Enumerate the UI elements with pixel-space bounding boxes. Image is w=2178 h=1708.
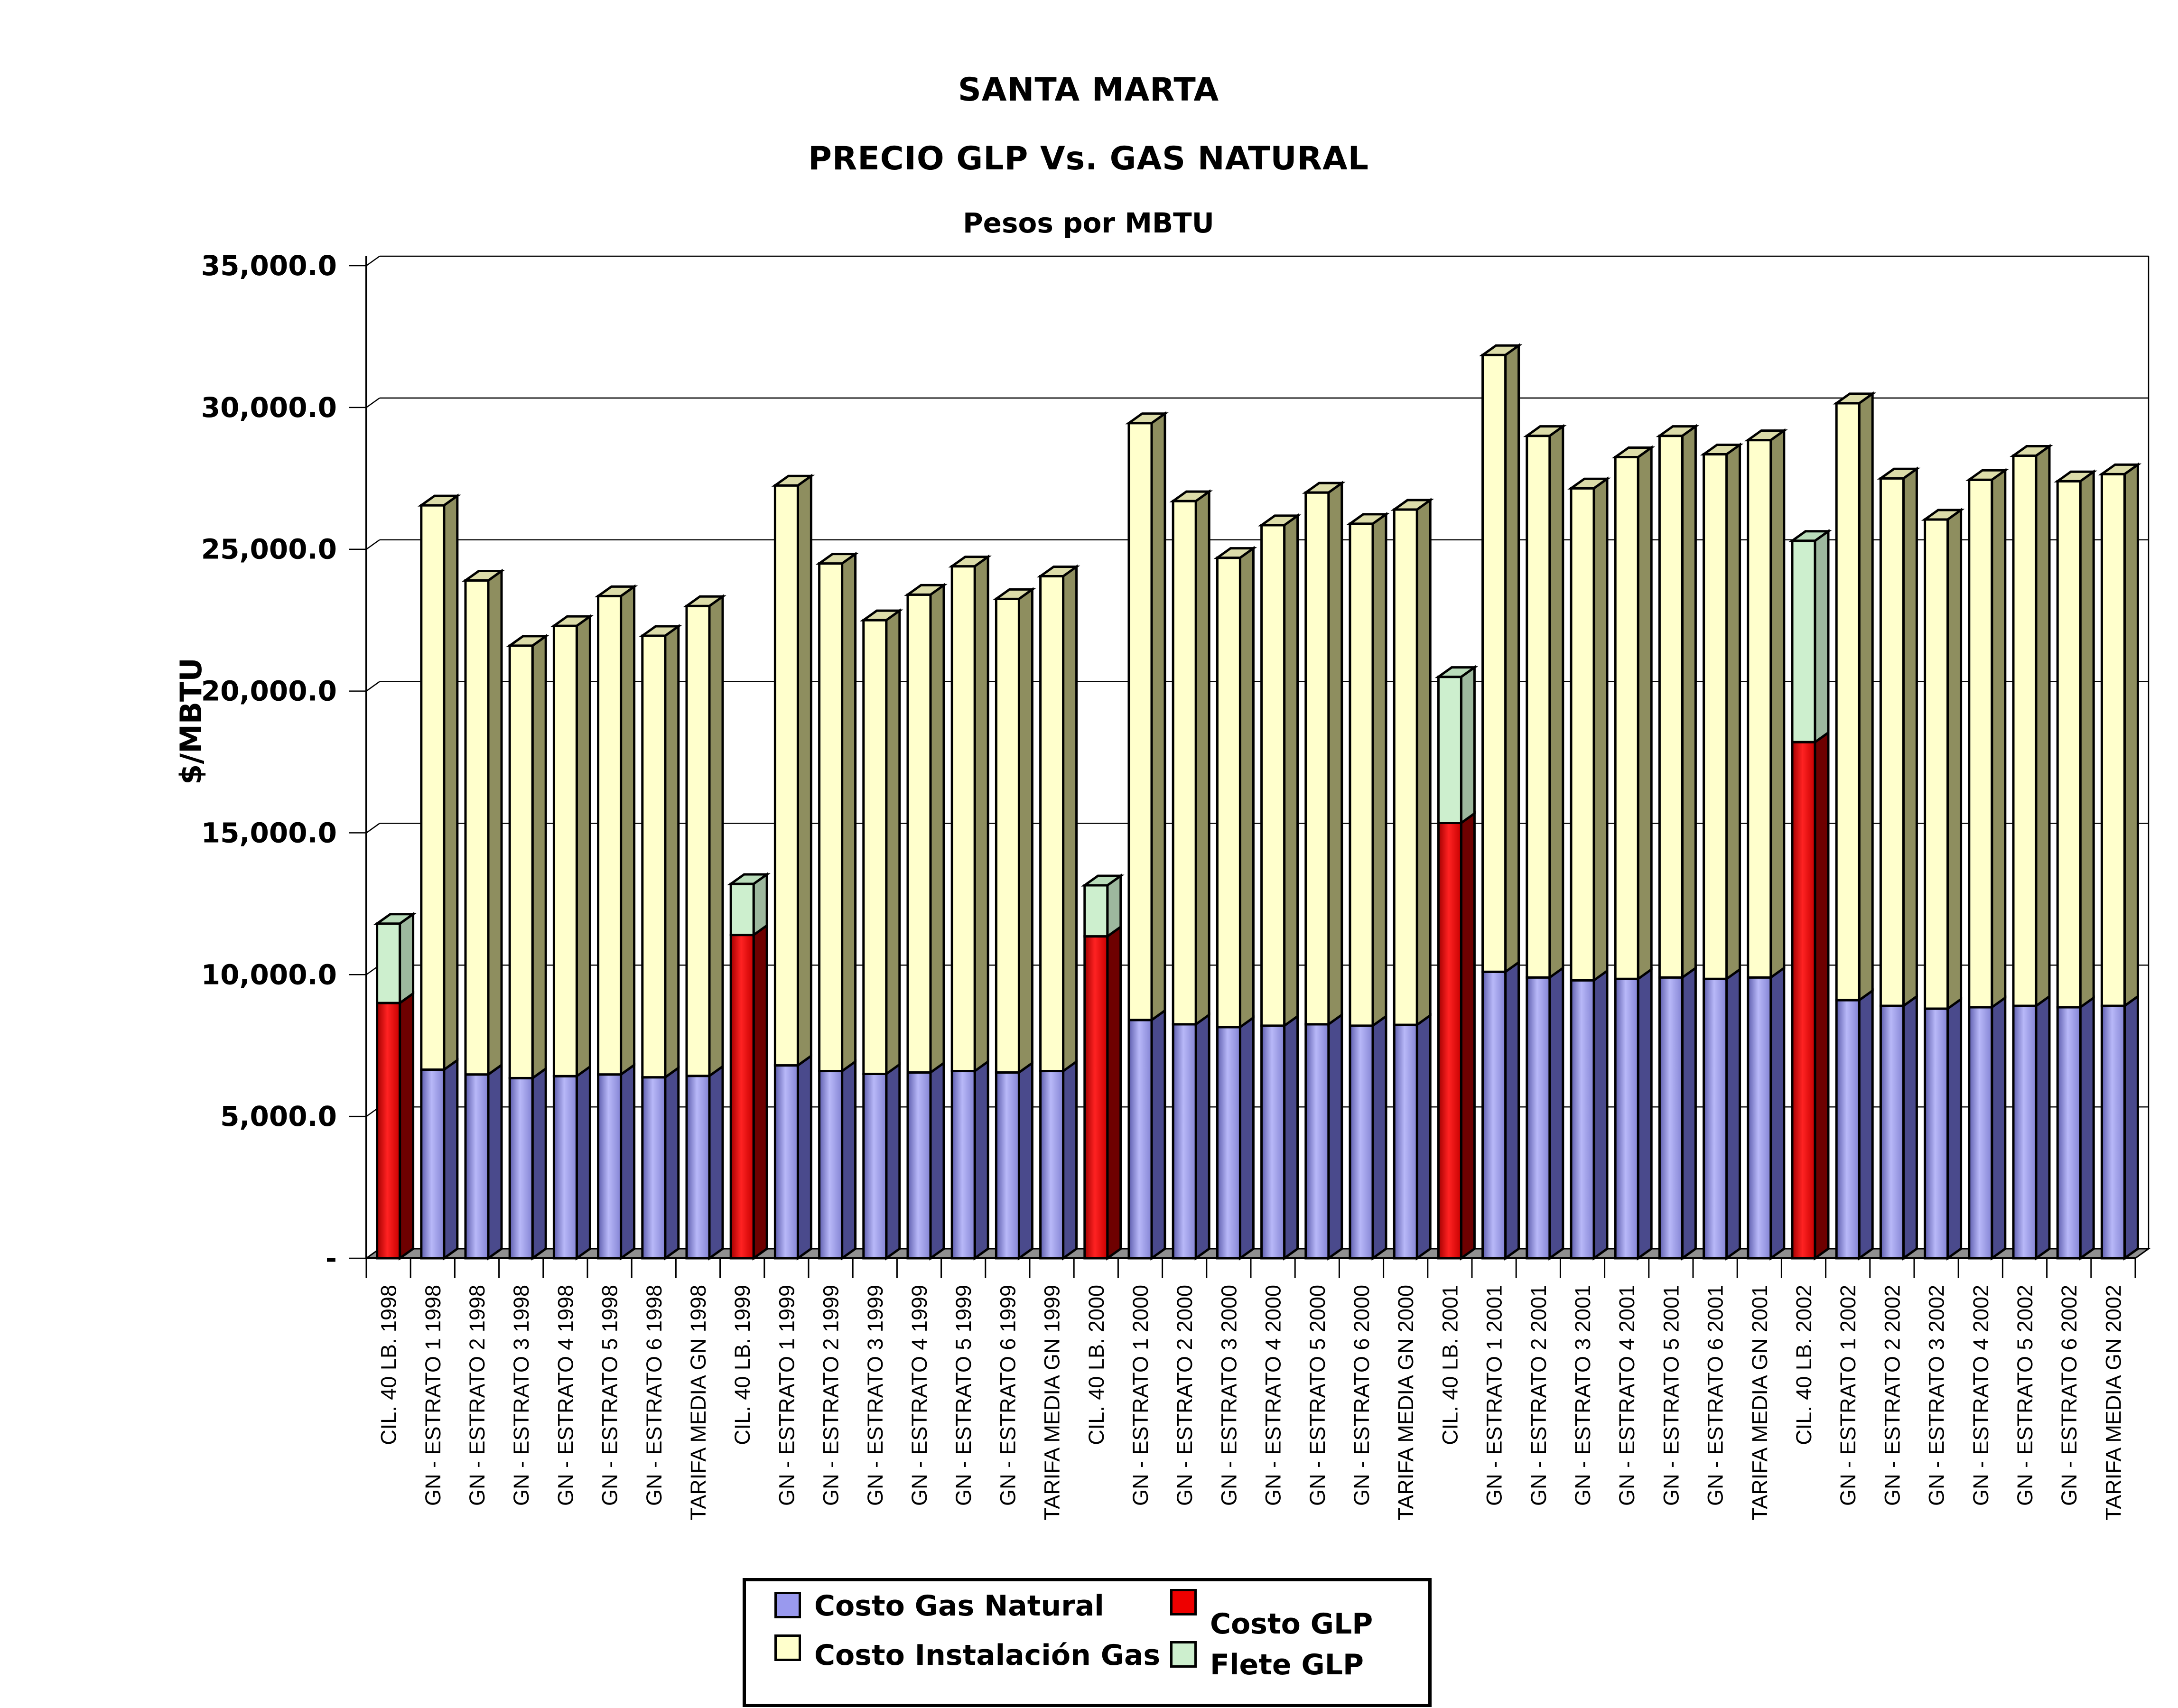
bar-segment-side xyxy=(1284,1016,1298,1258)
bar-segment-costo_gas_natural xyxy=(1394,1025,1417,1258)
bar-segment-costo_instalacion_gas xyxy=(1217,558,1240,1027)
bar-segment-side xyxy=(400,993,413,1258)
bar-GN - ESTRATO 5 2001 xyxy=(1659,427,1695,1258)
bar-GN - ESTRATO 4 2000 xyxy=(1262,516,1298,1258)
bar-segment-costo_instalacion_gas xyxy=(2057,481,2080,1007)
legend-swatch-flete-glp xyxy=(1170,1641,1197,1668)
bar-GN - ESTRATO 1 1999 xyxy=(775,476,811,1258)
bar-segment-side xyxy=(2124,996,2138,1258)
y-tick-label: 30,000.0 xyxy=(201,391,337,424)
bar-GN - ESTRATO 5 2002 xyxy=(2013,446,2049,1258)
x-tick-label: GN - ESTRATO 4 1999 xyxy=(907,1285,931,1506)
bar-segment-side xyxy=(2036,446,2049,1006)
bar-segment-side xyxy=(621,1065,634,1258)
bar-GN - ESTRATO 4 1998 xyxy=(554,616,590,1258)
bar-segment-costo_instalacion_gas xyxy=(421,505,444,1069)
x-tick-label: CIL. 40 LB. 1998 xyxy=(376,1285,401,1445)
x-tick-label: GN - ESTRATO 5 2002 xyxy=(2013,1285,2037,1506)
legend-item-flete-glp xyxy=(1170,1641,1364,1679)
x-tick-label: GN - ESTRATO 3 2000 xyxy=(1217,1285,1241,1506)
x-tick-label: GN - ESTRATO 6 1998 xyxy=(642,1285,666,1506)
bar-segment-side xyxy=(931,1063,944,1258)
bar-GN - ESTRATO 3 2000 xyxy=(1217,548,1253,1258)
bar-segment-costo_instalacion_gas xyxy=(1262,525,1284,1026)
bar-segment-side xyxy=(1992,470,2005,1007)
bar-segment-side xyxy=(754,926,767,1258)
x-tick-label: TARIFA MEDIA GN 1998 xyxy=(686,1285,710,1521)
bar-segment-side xyxy=(1859,991,1872,1258)
bar-CIL. 40 LB. 2000 xyxy=(1085,876,1121,1258)
bar-segment-costo_instalacion_gas xyxy=(1483,355,1506,972)
x-tick-label: GN - ESTRATO 2 1998 xyxy=(465,1285,489,1506)
legend-label: Costo Gas Natural xyxy=(814,1589,1104,1623)
x-tick-label: GN - ESTRATO 6 1999 xyxy=(996,1285,1020,1506)
bar-segment-costo_instalacion_gas xyxy=(819,564,842,1071)
bar-GN - ESTRATO 4 2001 xyxy=(1615,447,1651,1258)
x-tick-label: GN - ESTRATO 5 1998 xyxy=(597,1285,622,1506)
y-axis-title: $/MBTU xyxy=(174,658,208,785)
bar-segment-costo_gas_natural xyxy=(1350,1026,1373,1258)
y-tick-label: 20,000.0 xyxy=(201,675,337,707)
bar-segment-costo_gas_natural xyxy=(1041,1071,1063,1258)
bar-segment-costo_gas_natural xyxy=(1659,977,1682,1258)
x-tick-label: GN - ESTRATO 1 1998 xyxy=(420,1285,445,1506)
bar-segment-side xyxy=(532,1068,546,1258)
x-tick-label: GN - ESTRATO 1 2000 xyxy=(1128,1285,1153,1506)
bar-segment-costo_gas_natural xyxy=(642,1077,665,1258)
bar-segment-costo_instalacion_gas xyxy=(687,606,709,1076)
x-tick-label: CIL. 40 LB. 1999 xyxy=(730,1285,755,1445)
bar-segment-costo_instalacion_gas xyxy=(908,594,931,1072)
bar-segment-costo_gas_natural xyxy=(1615,979,1638,1258)
bar-GN - ESTRATO 6 1998 xyxy=(642,626,679,1258)
bar-segment-side xyxy=(577,616,590,1076)
bar-segment-side xyxy=(577,1067,590,1258)
bar-segment-costo_gas_natural xyxy=(1306,1024,1329,1258)
bar-CIL. 40 LB. 1998 xyxy=(377,914,413,1258)
bar-segment-side xyxy=(1240,1018,1253,1258)
bar-segment-costo_gas_natural xyxy=(1173,1024,1196,1258)
bar-segment-side xyxy=(1152,1011,1165,1258)
bar-segment-side xyxy=(1506,962,1519,1258)
bar-segment-costo_glp xyxy=(1438,823,1461,1258)
bar-segment-side xyxy=(1815,733,1828,1258)
bar-segment-costo_gas_natural xyxy=(1571,980,1594,1258)
bar-GN - ESTRATO 5 2000 xyxy=(1306,483,1342,1258)
bar-segment-costo_gas_natural xyxy=(952,1071,975,1258)
bar-segment-side xyxy=(488,571,502,1074)
bar-segment-side xyxy=(1284,516,1298,1026)
legend-swatch-costo-glp xyxy=(1170,1589,1197,1615)
bar-GN - ESTRATO 3 2001 xyxy=(1571,479,1607,1258)
bar-segment-side xyxy=(1859,394,1872,1000)
bar-TARIFA MEDIA GN 2000 xyxy=(1394,500,1430,1258)
bar-segment-costo_gas_natural xyxy=(1969,1007,1992,1258)
bar-segment-flete_glp xyxy=(1438,677,1461,823)
x-tick-label: GN - ESTRATO 4 2001 xyxy=(1615,1285,1639,1506)
title-line-3: Pesos por MBTU xyxy=(963,207,1214,239)
x-tick-label: GN - ESTRATO 6 2000 xyxy=(1350,1285,1374,1506)
bar-CIL. 40 LB. 2002 xyxy=(1792,531,1828,1258)
bar-segment-side xyxy=(1329,483,1342,1024)
bar-segment-costo_gas_natural xyxy=(1704,979,1727,1258)
bar-GN - ESTRATO 6 2002 xyxy=(2057,472,2094,1258)
bar-segment-costo_gas_natural xyxy=(1262,1026,1284,1258)
bar-GN - ESTRATO 1 2001 xyxy=(1483,345,1519,1258)
bar-segment-side xyxy=(665,1068,679,1258)
bar-segment-costo_gas_natural xyxy=(598,1075,621,1258)
bar-segment-costo_instalacion_gas xyxy=(642,636,665,1077)
bar-segment-side xyxy=(1682,427,1695,978)
bar-GN - ESTRATO 6 2001 xyxy=(1704,445,1740,1258)
bar-segment-costo_gas_natural xyxy=(1836,1000,1859,1258)
x-tick-label: GN - ESTRATO 5 1999 xyxy=(951,1285,976,1506)
bar-TARIFA MEDIA GN 2002 xyxy=(2102,464,2138,1258)
bar-segment-costo_instalacion_gas xyxy=(1041,576,1063,1071)
bar-segment-costo_glp xyxy=(377,1003,400,1258)
bar-TARIFA MEDIA GN 2001 xyxy=(1748,431,1784,1258)
x-tick-label: GN - ESTRATO 6 2002 xyxy=(2057,1285,2082,1506)
legend-label: Costo Instalación Gas xyxy=(814,1639,1161,1672)
bar-segment-side xyxy=(2036,996,2049,1258)
bar-segment-side xyxy=(1019,1063,1032,1258)
bar-segment-costo_instalacion_gas xyxy=(1173,501,1196,1024)
bar-segment-costo_gas_natural xyxy=(465,1075,488,1258)
y-tick-label: 35,000.0 xyxy=(201,250,337,282)
bar-segment-costo_gas_natural xyxy=(2057,1007,2080,1258)
bar-segment-flete_glp xyxy=(1792,541,1815,742)
bar-segment-side xyxy=(798,1056,811,1258)
bar-segment-costo_instalacion_gas xyxy=(1969,480,1992,1007)
bar-segment-side xyxy=(1506,345,1519,972)
x-tick-label: GN - ESTRATO 4 2002 xyxy=(1968,1285,1993,1506)
x-tick-label: GN - ESTRATO 4 2000 xyxy=(1261,1285,1285,1506)
x-tick-label: GN - ESTRATO 5 2001 xyxy=(1659,1285,1684,1506)
bar-segment-costo_gas_natural xyxy=(1880,1006,1903,1258)
x-tick-label: GN - ESTRATO 3 1998 xyxy=(509,1285,534,1506)
bar-segment-costo_instalacion_gas xyxy=(1394,510,1417,1025)
bar-GN - ESTRATO 3 1999 xyxy=(864,611,900,1258)
y-tick-label: 10,000.0 xyxy=(201,958,337,991)
bar-segment-side xyxy=(1948,999,1961,1258)
bar-segment-side xyxy=(709,1067,723,1258)
bar-segment-side xyxy=(2080,472,2094,1007)
bar-segment-side xyxy=(1196,1015,1209,1258)
bar-segment-costo_gas_natural xyxy=(864,1074,886,1258)
bar-segment-side xyxy=(1196,492,1209,1024)
x-tick-label: TARIFA MEDIA GN 2001 xyxy=(1747,1285,1772,1521)
bar-segment-costo_instalacion_gas xyxy=(1571,488,1594,980)
bar-segment-side xyxy=(1638,969,1651,1258)
x-tick-label: GN - ESTRATO 3 1999 xyxy=(863,1285,887,1506)
bar-segment-side xyxy=(842,1062,856,1258)
x-tick-label: TARIFA MEDIA GN 2002 xyxy=(2101,1285,2126,1521)
bar-GN - ESTRATO 4 2002 xyxy=(1969,470,2005,1258)
bar-segment-costo_glp xyxy=(731,935,754,1258)
legend-item-costo-gas-natural xyxy=(774,1589,1104,1623)
x-tick-label: GN - ESTRATO 2 2000 xyxy=(1173,1285,1197,1506)
bar-segment-costo_instalacion_gas xyxy=(1659,436,1682,978)
bars xyxy=(377,345,2138,1258)
x-tick-label: GN - ESTRATO 1 2002 xyxy=(1836,1285,1861,1506)
bar-segment-costo_instalacion_gas xyxy=(598,596,621,1074)
bar-segment-costo_instalacion_gas xyxy=(2102,474,2124,1006)
legend xyxy=(743,1578,1432,1707)
x-tick-label: GN - ESTRATO 1 1999 xyxy=(774,1285,799,1506)
bar-segment-side xyxy=(2124,464,2138,1006)
bar-segment-flete_glp xyxy=(377,924,400,1003)
bar-segment-costo_instalacion_gas xyxy=(1527,436,1550,978)
bar-GN - ESTRATO 5 1998 xyxy=(598,586,634,1258)
bar-segment-side xyxy=(1594,971,1607,1258)
bar-segment-costo_gas_natural xyxy=(1527,977,1550,1258)
x-axis-labels xyxy=(377,1285,2126,1521)
x-tick-label: GN - ESTRATO 3 2002 xyxy=(1924,1285,1949,1506)
bar-GN - ESTRATO 5 1999 xyxy=(952,557,988,1258)
bar-GN - ESTRATO 3 1998 xyxy=(510,636,546,1258)
bar-segment-flete_glp xyxy=(731,884,754,935)
bar-segment-side xyxy=(1019,589,1032,1072)
bar-segment-side xyxy=(798,476,811,1065)
bar-segment-side xyxy=(621,586,634,1074)
bar-segment-side xyxy=(1727,445,1740,979)
legend-item-costo-glp xyxy=(1170,1589,1373,1641)
bar-segment-side xyxy=(532,636,546,1078)
bar-segment-side xyxy=(1682,968,1695,1258)
bar-segment-side xyxy=(1329,1015,1342,1258)
bar-segment-side xyxy=(1063,566,1077,1071)
bar-segment-side xyxy=(488,1065,502,1258)
legend-label: Flete GLP xyxy=(1210,1648,1364,1681)
bar-segment-costo_gas_natural xyxy=(554,1076,577,1258)
bar-segment-costo_gas_natural xyxy=(819,1071,842,1258)
x-tick-label: TARIFA MEDIA GN 2000 xyxy=(1394,1285,1418,1521)
bar-segment-costo_instalacion_gas xyxy=(996,599,1019,1072)
bar-segment-side xyxy=(886,1064,900,1258)
title-line-1: SANTA MARTA xyxy=(958,71,1219,109)
bar-segment-side xyxy=(1771,431,1784,978)
bar-segment-side xyxy=(1240,548,1253,1027)
bar-segment-costo_gas_natural xyxy=(421,1070,444,1258)
x-tick-label: GN - ESTRATO 2 1999 xyxy=(819,1285,843,1506)
bar-segment-side xyxy=(1461,814,1474,1258)
bar-segment-costo_instalacion_gas xyxy=(1306,492,1329,1024)
bar-segment-side xyxy=(665,626,679,1077)
bar-segment-side xyxy=(1550,427,1563,978)
bar-segment-costo_instalacion_gas xyxy=(465,580,488,1074)
bar-GN - ESTRATO 1 2002 xyxy=(1836,394,1872,1258)
bar-segment-side xyxy=(1373,514,1386,1026)
legend-swatch-costo-gas-natural xyxy=(774,1592,801,1618)
bar-segment-costo_gas_natural xyxy=(2102,1006,2124,1258)
x-tick-label: GN - ESTRATO 4 1998 xyxy=(553,1285,578,1506)
y-tick-label: - xyxy=(325,1242,337,1274)
bar-segment-costo_instalacion_gas xyxy=(1615,457,1638,979)
bar-segment-costo_glp xyxy=(1085,937,1108,1258)
bar-segment-side xyxy=(1550,968,1563,1258)
bar-GN - ESTRATO 2 2000 xyxy=(1173,492,1209,1258)
bar-segment-side xyxy=(1108,927,1121,1258)
x-tick-label: GN - ESTRATO 1 2001 xyxy=(1482,1285,1507,1506)
bar-segment-side xyxy=(444,496,457,1069)
bar-segment-costo_gas_natural xyxy=(1748,977,1771,1258)
bar-segment-side xyxy=(1727,969,1740,1258)
x-tick-label: GN - ESTRATO 5 2000 xyxy=(1305,1285,1330,1506)
bar-segment-side xyxy=(1903,469,1917,1006)
bar-segment-side xyxy=(1063,1062,1077,1258)
x-tick-label: TARIFA MEDIA GN 1999 xyxy=(1040,1285,1064,1521)
bar-segment-costo_instalacion_gas xyxy=(775,485,798,1065)
x-tick-label: GN - ESTRATO 2 2002 xyxy=(1880,1285,1905,1506)
bar-GN - ESTRATO 2 1999 xyxy=(819,554,856,1258)
x-tick-label: CIL. 40 LB. 2000 xyxy=(1084,1285,1108,1445)
bar-segment-side xyxy=(1638,447,1651,979)
legend-item-costo-instalacion-gas xyxy=(774,1634,1160,1670)
x-tick-label: CIL. 40 LB. 2001 xyxy=(1438,1285,1462,1445)
bar-segment-side xyxy=(1815,531,1828,742)
bar-GN - ESTRATO 2 2002 xyxy=(1880,469,1917,1258)
bar-segment-side xyxy=(1417,1015,1430,1258)
bar-segment-side xyxy=(975,1062,988,1258)
bar-segment-side xyxy=(709,596,723,1076)
bar-segment-costo_instalacion_gas xyxy=(554,626,577,1076)
bar-segment-costo_gas_natural xyxy=(1925,1009,1948,1258)
x-tick-label: GN - ESTRATO 6 2001 xyxy=(1703,1285,1728,1506)
bar-segment-costo_gas_natural xyxy=(2013,1006,2036,1258)
bar-segment-costo_instalacion_gas xyxy=(2013,455,2036,1006)
y-tick-label: 25,000.0 xyxy=(201,533,337,566)
bar-GN - ESTRATO 6 1999 xyxy=(996,589,1032,1258)
bar-segment-side xyxy=(1992,998,2005,1258)
bar-segment-side xyxy=(886,611,900,1074)
bar-segment-costo_glp xyxy=(1792,742,1815,1258)
bar-segment-costo_gas_natural xyxy=(687,1076,709,1258)
bar-segment-costo_instalacion_gas xyxy=(1704,454,1727,979)
bar-GN - ESTRATO 1 1998 xyxy=(421,496,457,1258)
bar-segment-costo_gas_natural xyxy=(996,1072,1019,1258)
bar-GN - ESTRATO 6 2000 xyxy=(1350,514,1386,1258)
bar-segment-side xyxy=(1594,479,1607,980)
bar-segment-side xyxy=(1152,414,1165,1020)
bar-segment-side xyxy=(1461,668,1474,823)
bar-segment-costo_instalacion_gas xyxy=(1925,520,1948,1009)
bar-segment-costo_instalacion_gas xyxy=(1836,403,1859,1000)
bar-segment-side xyxy=(400,914,413,1003)
title-line-2: PRECIO GLP Vs. GAS NATURAL xyxy=(808,140,1369,177)
bar-segment-costo_gas_natural xyxy=(1483,972,1506,1258)
legend-label: Costo GLP xyxy=(1210,1607,1373,1641)
bar-segment-costo_gas_natural xyxy=(510,1078,532,1258)
x-tick-label: GN - ESTRATO 3 2001 xyxy=(1571,1285,1595,1506)
bar-segment-flete_glp xyxy=(1085,885,1108,937)
bar-segment-costo_instalacion_gas xyxy=(864,620,886,1074)
bar-GN - ESTRATO 2 1998 xyxy=(465,571,502,1258)
bar-segment-side xyxy=(931,585,944,1072)
bar-segment-costo_gas_natural xyxy=(908,1072,931,1258)
bar-segment-side xyxy=(1771,968,1784,1258)
x-tick-label: GN - ESTRATO 2 2001 xyxy=(1526,1285,1551,1506)
bar-GN - ESTRATO 4 1999 xyxy=(908,585,944,1258)
bar-segment-costo_instalacion_gas xyxy=(1880,478,1903,1006)
bar-segment-side xyxy=(842,554,856,1071)
bar-segment-costo_instalacion_gas xyxy=(1748,440,1771,978)
bar-segment-costo_gas_natural xyxy=(775,1066,798,1258)
y-tick-label: 5,000.0 xyxy=(220,1100,337,1133)
bar-GN - ESTRATO 2 2001 xyxy=(1527,427,1563,1258)
bar-TARIFA MEDIA GN 1999 xyxy=(1041,566,1077,1258)
bar-segment-side xyxy=(975,557,988,1071)
legend-swatch-costo-instalacion-gas xyxy=(774,1634,801,1661)
bar-segment-costo_instalacion_gas xyxy=(952,566,975,1071)
x-tick-label: CIL. 40 LB. 2002 xyxy=(1792,1285,1816,1445)
bar-CIL. 40 LB. 1999 xyxy=(731,874,767,1258)
bar-segment-costo_gas_natural xyxy=(1129,1020,1152,1258)
bar-segment-side xyxy=(1948,510,1961,1009)
bar-segment-side xyxy=(1417,500,1430,1025)
bar-GN - ESTRATO 3 2002 xyxy=(1925,510,1961,1258)
bar-TARIFA MEDIA GN 1998 xyxy=(687,596,723,1258)
bar-segment-side xyxy=(1903,996,1917,1258)
bar-segment-costo_instalacion_gas xyxy=(510,646,532,1078)
bar-segment-side xyxy=(444,1060,457,1258)
bar-GN - ESTRATO 1 2000 xyxy=(1129,414,1165,1258)
bar-segment-side xyxy=(1373,1016,1386,1258)
bar-segment-costo_instalacion_gas xyxy=(1129,423,1152,1020)
bar-CIL. 40 LB. 2001 xyxy=(1438,668,1474,1258)
bar-segment-costo_instalacion_gas xyxy=(1350,524,1373,1026)
y-axis-labels xyxy=(201,250,337,1274)
bar-segment-side xyxy=(2080,998,2094,1258)
y-tick-label: 15,000.0 xyxy=(201,817,337,849)
bar-segment-costo_gas_natural xyxy=(1217,1027,1240,1258)
